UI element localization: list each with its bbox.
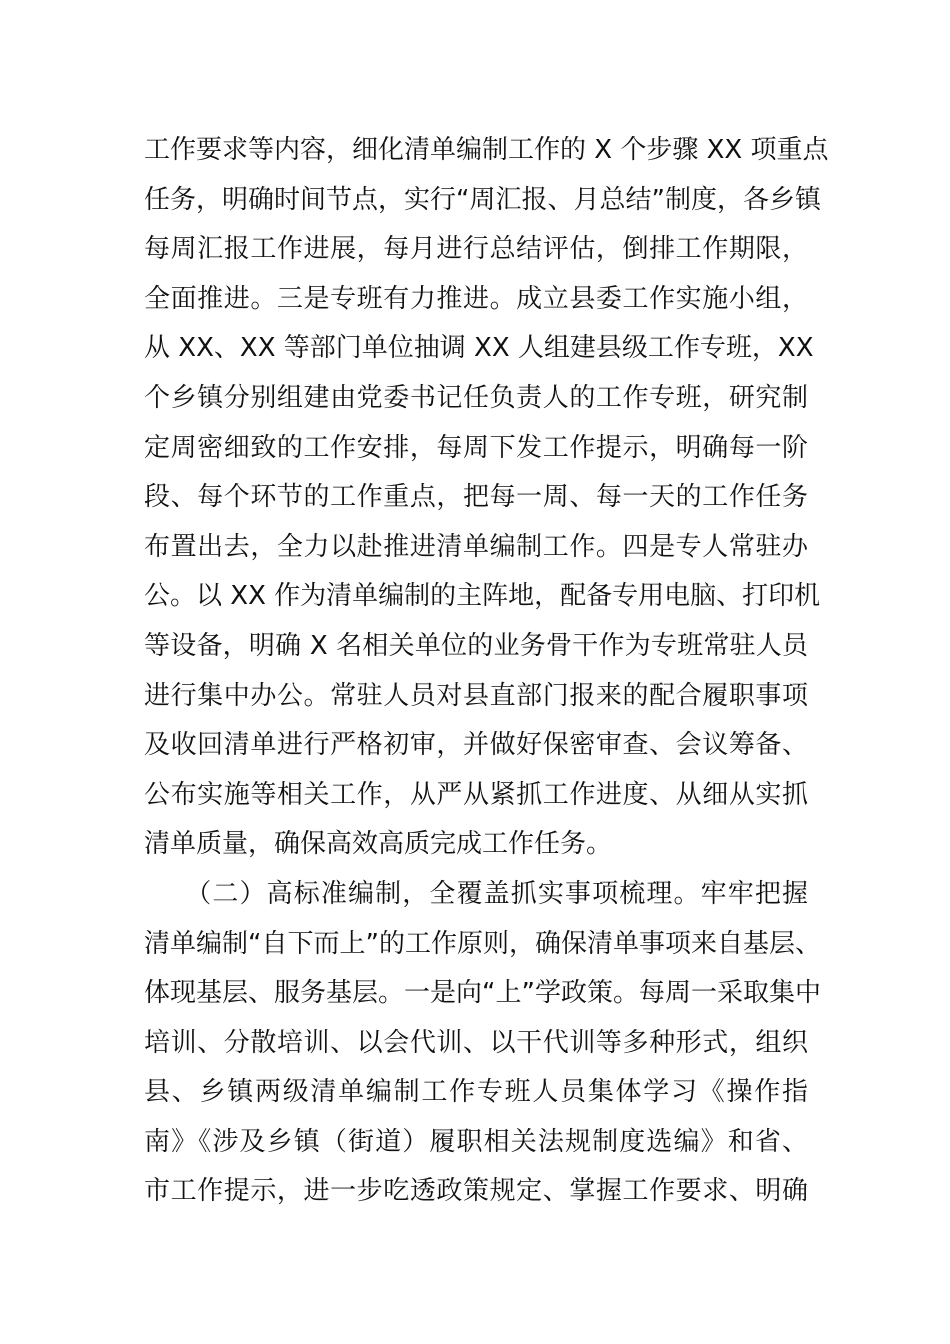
text-line: 县、乡镇两级清单编制工作专班人员集体学习《操作指 [144, 1077, 808, 1108]
text-line: 南》《涉及乡镇（街道）履职相关法规制度选编》和省、 [144, 1126, 808, 1157]
text-line: 布置出去，全力以赴推进清单编制工作。四是专人常驻办 [144, 531, 808, 562]
text-line: 及收回清单进行严格初审，并做好保密审查、会议筹备、 [144, 730, 808, 761]
text-line: 全面推进。三是专班有力推进。成立县委工作实施小组， [144, 283, 808, 314]
text-line: 市工作提示，进一步吃透政策规定、掌握工作要求、明确 [144, 1176, 808, 1207]
section-heading-line: （二）高标准编制，全覆盖抓实事项梳理。牢牢把握 [144, 878, 808, 909]
text-line: 个乡镇分别组建由党委书记任负责人的工作专班，研究制 [144, 382, 808, 413]
body-text [144, 126, 829, 1217]
text-line: 清单编制“自下而上”的工作原则，确保清单事项来自基层、 [144, 928, 821, 959]
paragraph-end-line: 清单质量，确保高效高质完成工作任务。 [144, 829, 613, 860]
text-line: 工作要求等内容，细化清单编制工作的 X 个步骤 XX 项重点 [144, 135, 829, 165]
text-line: 公。以 XX 作为清单编制的主阵地，配备专用电脑、打印机 [144, 581, 821, 612]
text-line: 定周密细致的工作安排，每周下发工作提示，明确每一阶 [144, 432, 808, 463]
text-line: 从 XX、XX 等部门单位抽调 XX 人组建县级工作专班，XX [144, 333, 814, 364]
text-line: 体现基层、服务基层。一是向“上”学政策。每周一采取集中 [144, 978, 821, 1009]
text-line: 公布实施等相关工作，从严从紧抓工作进度、从细从实抓 [144, 779, 808, 810]
text-line: 进行集中办公。常驻人员对县直部门报来的配合履职事项 [144, 680, 808, 711]
text-line: 任务，明确时间节点，实行“周汇报、月总结”制度，各乡镇 [144, 184, 821, 215]
text-line: 培训、分散培训、以会代训、以干代训等多种形式，组织 [144, 1027, 808, 1058]
text-line: 每周汇报工作进展，每月进行总结评估，倒排工作期限， [144, 234, 808, 265]
text-line: 段、每个环节的工作重点，把每一周、每一天的工作任务 [144, 482, 808, 513]
text-line: 等设备，明确 X 名相关单位的业务骨干作为专班常驻人员 [144, 630, 808, 661]
